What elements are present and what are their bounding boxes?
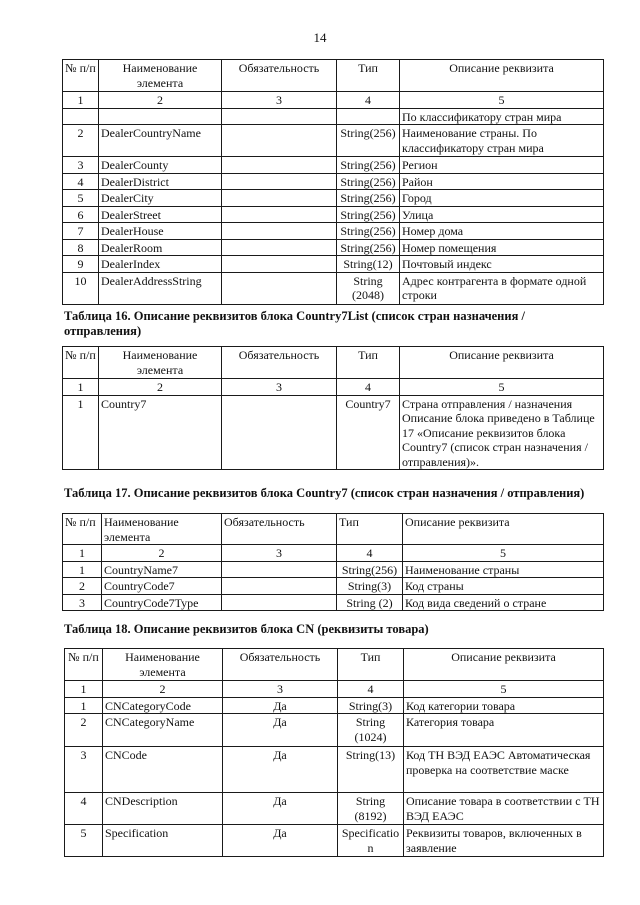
cell-desc: Номер дома xyxy=(400,223,604,240)
index-cell: 1 xyxy=(63,545,102,562)
cell-name: CNCategoryCode xyxy=(103,697,223,714)
cell-type: String (2) xyxy=(337,594,403,611)
cell-desc: Регион xyxy=(400,157,604,174)
table-row xyxy=(63,190,604,207)
cell-desc: Почтовый индекс xyxy=(400,256,604,273)
cell-name: CNCategoryName xyxy=(103,714,223,747)
index-cell: 5 xyxy=(403,545,604,562)
table-country7 xyxy=(62,513,604,611)
carry-over-desc: По классификатору стран мира xyxy=(400,108,604,125)
table-18-caption: Таблица 18. Описание реквизитов блока CN (реквизиты товара) xyxy=(64,622,429,636)
cell-req: Да xyxy=(223,697,338,714)
cell-desc: Категория товара xyxy=(404,714,604,747)
cell-num: 1 xyxy=(65,697,103,714)
cell-num: 6 xyxy=(63,206,99,223)
index-cell: 3 xyxy=(222,92,337,109)
header-type: Тип xyxy=(337,60,400,92)
cell-name: DealerStreet xyxy=(99,206,222,223)
cell-name: DealerHouse xyxy=(99,223,222,240)
cell-name: Specification xyxy=(103,825,223,857)
cell-num: 2 xyxy=(63,578,102,595)
table-row xyxy=(63,256,604,273)
index-cell: 4 xyxy=(337,545,403,562)
table-row xyxy=(63,157,604,174)
index-cell: 4 xyxy=(337,379,400,396)
cell-req xyxy=(222,395,337,470)
header-desc: Описание реквизита xyxy=(403,514,604,545)
cell-num: 4 xyxy=(63,173,99,190)
cell-desc: Код категории товара xyxy=(404,697,604,714)
index-cell: 2 xyxy=(102,545,222,562)
header-name: Наименование элемента xyxy=(99,347,222,379)
cell-num: 5 xyxy=(63,190,99,207)
header-type: Тип xyxy=(338,649,404,681)
index-cell: 3 xyxy=(222,379,337,396)
cell-desc: Страна отправления / назначения Описание блока приведено в Таблице 17 «Описание реквизитов блока Country7 (список стран назначения / отправления)». xyxy=(400,395,604,470)
table-row xyxy=(63,272,604,304)
index-row xyxy=(63,92,604,109)
cell-req xyxy=(222,125,337,157)
table-row xyxy=(63,223,604,240)
cell-type: String (8192) xyxy=(338,793,404,825)
header-req: Обязательность xyxy=(223,649,338,681)
cell-req xyxy=(222,190,337,207)
cell-num: 10 xyxy=(63,272,99,304)
header-desc: Описание реквизита xyxy=(400,347,604,379)
cell-name: DealerCounty xyxy=(99,157,222,174)
cell-desc: Номер помещения xyxy=(400,239,604,256)
cell-num: 9 xyxy=(63,256,99,273)
cell-name: DealerRoom xyxy=(99,239,222,256)
cell-num: 3 xyxy=(63,157,99,174)
cell-num: 5 xyxy=(65,825,103,857)
index-cell: 1 xyxy=(63,379,99,396)
header-row xyxy=(65,649,604,681)
cell-desc: Наименование страны. По классификатору стран мира xyxy=(400,125,604,157)
cell-name: CNDescription xyxy=(103,793,223,825)
cell-name: CountryCode7Type xyxy=(102,594,222,611)
header-desc: Описание реквизита xyxy=(404,649,604,681)
cell-type: Specification xyxy=(338,825,404,857)
cell-req xyxy=(222,223,337,240)
cell-desc: Наименование страны xyxy=(403,561,604,578)
index-cell: 5 xyxy=(404,681,604,698)
index-row xyxy=(65,681,604,698)
cell-type: String(13) xyxy=(338,747,404,793)
cell-type: String(3) xyxy=(338,697,404,714)
cell-desc: Город xyxy=(400,190,604,207)
table-row xyxy=(63,173,604,190)
header-req: Обязательность xyxy=(222,60,337,92)
cell-name: DealerDistrict xyxy=(99,173,222,190)
table-row xyxy=(65,825,604,857)
cell-req xyxy=(222,206,337,223)
header-req: Обязательность xyxy=(222,514,337,545)
index-cell: 1 xyxy=(63,92,99,109)
header-desc: Описание реквизита xyxy=(400,60,604,92)
cell-req xyxy=(222,561,337,578)
table-row xyxy=(63,206,604,223)
header-num: № п/п xyxy=(63,514,102,545)
cell-type: Country7 xyxy=(337,395,400,470)
cell-name: DealerIndex xyxy=(99,256,222,273)
table-row xyxy=(63,395,604,470)
index-cell: 4 xyxy=(338,681,404,698)
cell-req xyxy=(222,594,337,611)
cell-desc: Код ТН ВЭД ЕАЭС Автоматическая проверка на соответствие маске xyxy=(404,747,604,793)
header-row xyxy=(63,514,604,545)
cell-name: DealerAddressString xyxy=(99,272,222,304)
cell-req: Да xyxy=(223,714,338,747)
header-req: Обязательность xyxy=(222,347,337,379)
table-row xyxy=(65,714,604,747)
index-cell: 2 xyxy=(103,681,223,698)
cell-req xyxy=(222,272,337,304)
cell-req xyxy=(222,157,337,174)
cell-num: 3 xyxy=(63,594,102,611)
header-name: Наименование элемента xyxy=(99,60,222,92)
table-row xyxy=(63,561,604,578)
cell-desc: Улица xyxy=(400,206,604,223)
page-number: 14 xyxy=(313,30,327,45)
table-row xyxy=(63,594,604,611)
cell-req: Да xyxy=(223,747,338,793)
cell-req: Да xyxy=(223,793,338,825)
cell-name: CountryCode7 xyxy=(102,578,222,595)
cell-num: 8 xyxy=(63,239,99,256)
cell-type: String(256) xyxy=(337,173,400,190)
cell-desc: Район xyxy=(400,173,604,190)
cell-num: 1 xyxy=(63,561,102,578)
cell-num: 3 xyxy=(65,747,103,793)
cell-name: CNCode xyxy=(103,747,223,793)
header-name: Наименование элемента xyxy=(102,514,222,545)
index-cell: 1 xyxy=(65,681,103,698)
cell-num: 2 xyxy=(63,125,99,157)
cell-req xyxy=(222,239,337,256)
cell-req xyxy=(222,256,337,273)
index-cell: 5 xyxy=(400,379,604,396)
table-16-caption: Таблица 16. Описание реквизитов блока Country7List (список стран назначения / отправления) xyxy=(64,309,525,338)
cell-desc: Реквизиты товаров, включенных в заявление xyxy=(404,825,604,857)
cell-desc: Код вида сведений о стране xyxy=(403,594,604,611)
cell-num: 1 xyxy=(63,395,99,470)
index-cell: 5 xyxy=(400,92,604,109)
index-cell: 2 xyxy=(99,379,222,396)
cell-desc: Адрес контрагента в формате одной строки xyxy=(400,272,604,304)
table-cn xyxy=(64,648,604,857)
cell-name: Country7 xyxy=(99,395,222,470)
index-cell: 2 xyxy=(99,92,222,109)
header-num: № п/п xyxy=(63,347,99,379)
cell-num: 2 xyxy=(65,714,103,747)
header-row xyxy=(63,347,604,379)
header-type: Тип xyxy=(337,514,403,545)
index-row xyxy=(63,379,604,396)
cell-type: String(256) xyxy=(337,125,400,157)
cell-name: DealerCountryName xyxy=(99,125,222,157)
index-cell: 4 xyxy=(337,92,400,109)
cell-type: String(256) xyxy=(337,239,400,256)
cell-req xyxy=(222,578,337,595)
table-row xyxy=(65,697,604,714)
cell-type: String (2048) xyxy=(337,272,400,304)
table-17-caption: Таблица 17. Описание реквизитов блока Country7 (список стран назначения / отправления) xyxy=(64,486,585,500)
cell-type: String(3) xyxy=(337,578,403,595)
cell-type: String(256) xyxy=(337,223,400,240)
table-row xyxy=(65,793,604,825)
cell-num: 7 xyxy=(63,223,99,240)
cell-name: DealerCity xyxy=(99,190,222,207)
cell-type: String(256) xyxy=(337,157,400,174)
cell-type: String (1024) xyxy=(338,714,404,747)
table-country7list xyxy=(62,346,604,470)
cell-type: String(256) xyxy=(337,561,403,578)
cell-name: CountryName7 xyxy=(102,561,222,578)
cell-req: Да xyxy=(223,825,338,857)
cell-req xyxy=(222,173,337,190)
header-row xyxy=(63,60,604,92)
cell-type: String(12) xyxy=(337,256,400,273)
header-num: № п/п xyxy=(65,649,103,681)
index-row xyxy=(63,545,604,562)
header-type: Тип xyxy=(337,347,400,379)
table-dealer-address xyxy=(62,59,604,305)
index-cell: 3 xyxy=(223,681,338,698)
table-row xyxy=(63,125,604,157)
table-row xyxy=(65,747,604,793)
cell-desc: Код страны xyxy=(403,578,604,595)
cell-desc: Описание товара в соответствии с ТН ВЭД ЕАЭС xyxy=(404,793,604,825)
header-num: № п/п xyxy=(63,60,99,92)
table-row xyxy=(63,108,604,125)
index-cell: 3 xyxy=(222,545,337,562)
cell-type: String(256) xyxy=(337,206,400,223)
cell-num: 4 xyxy=(65,793,103,825)
table-row xyxy=(63,578,604,595)
cell-type: String(256) xyxy=(337,190,400,207)
table-row xyxy=(63,239,604,256)
header-name: Наименование элемента xyxy=(103,649,223,681)
